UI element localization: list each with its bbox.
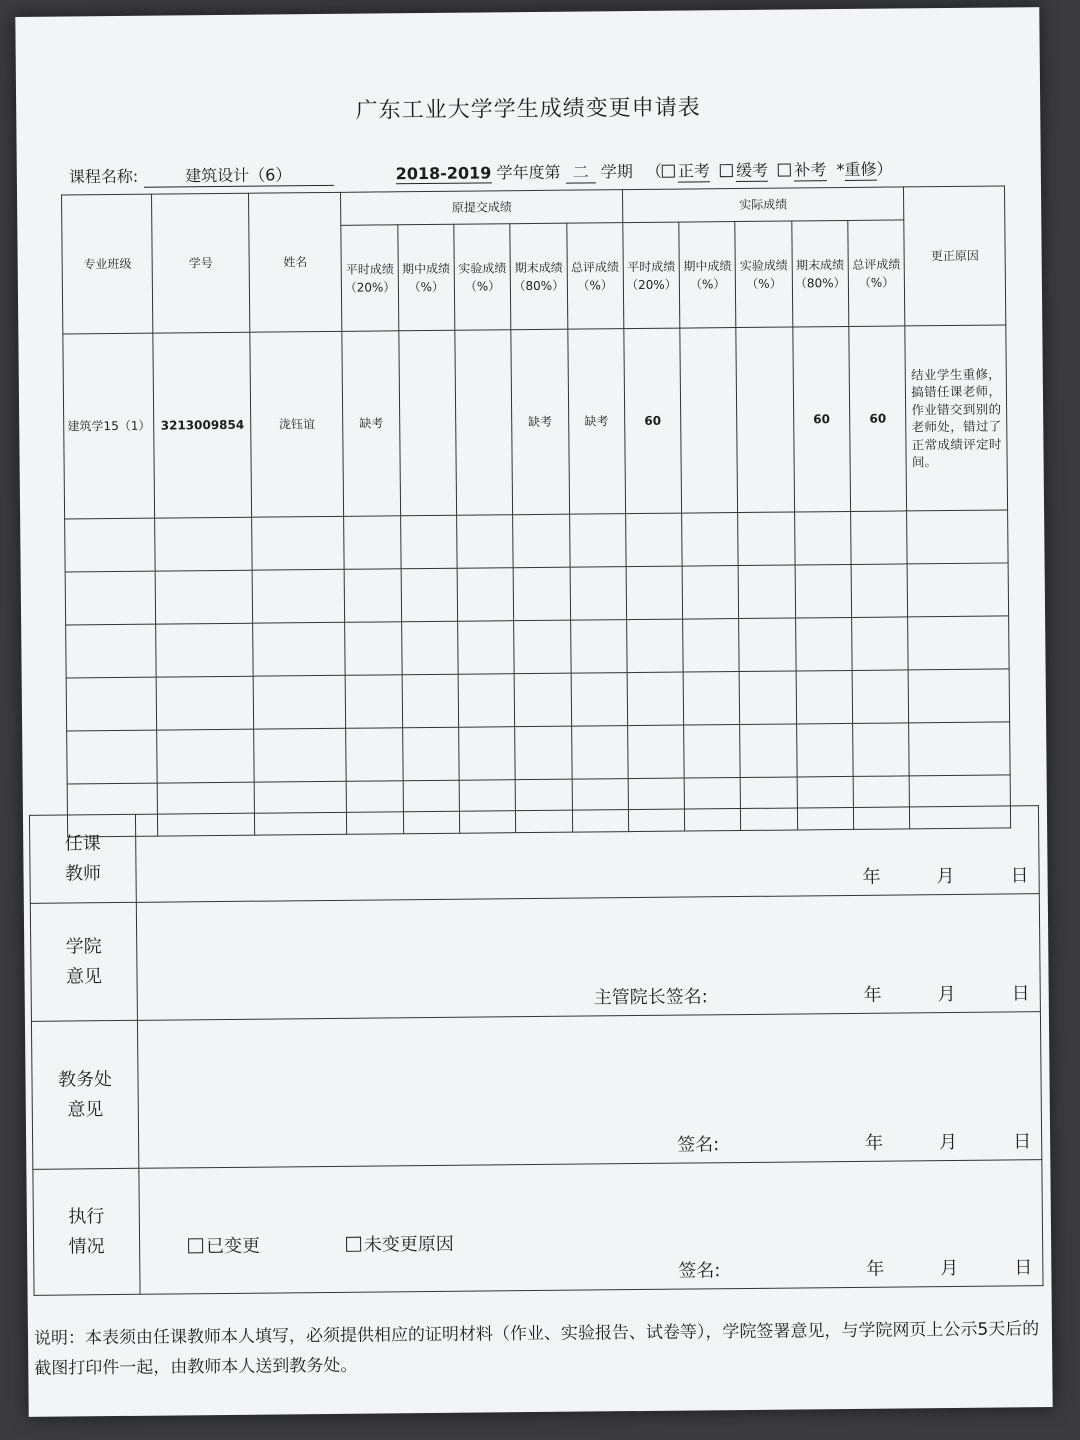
header-act-final: 期末成绩（80%） [792, 220, 849, 327]
table-row-empty [66, 616, 1009, 678]
cell-act-lab[interactable] [736, 327, 794, 513]
course-value[interactable]: 建筑设计（6） [143, 162, 333, 188]
exec-changed-option[interactable]: 已变更 [188, 1236, 260, 1258]
teacher-date: 年 月 日 [862, 865, 1029, 888]
exec-unchanged-option[interactable]: 未变更原因 [346, 1234, 454, 1256]
cell-orig-final[interactable]: 缺考 [511, 329, 569, 515]
exec-row [33, 1160, 1043, 1296]
exec-sign-label: 签名: [678, 1260, 721, 1282]
cell-reason[interactable]: 结业学生重修，搞错任课老师，作业错交到别的老师处，错过了正常成绩评定时间。 [905, 325, 1007, 511]
college-row [30, 894, 1040, 1022]
signature-table [29, 805, 1044, 1296]
header-original-group: 原提交成绩 [341, 190, 623, 226]
header-act-total: 总评成绩（%） [848, 220, 905, 327]
office-date: 年 月 日 [865, 1131, 1032, 1154]
form-paper [15, 7, 1052, 1417]
table-row-empty [65, 510, 1008, 572]
cell-name[interactable]: 泷钰谊 [250, 331, 344, 517]
cell-major[interactable]: 建筑学15（1） [63, 333, 155, 519]
table-row-empty [67, 722, 1010, 784]
year-value[interactable]: 2018-2019 [395, 163, 492, 184]
college-date: 年 月 日 [863, 983, 1030, 1006]
header-orig-lab: 实验成绩（%） [454, 224, 511, 331]
header-name: 姓名 [248, 192, 342, 332]
header-act-lab: 实验成绩（%） [735, 221, 792, 328]
course-info-line [69, 155, 1001, 188]
exam-type-huankao: 缓考 [736, 158, 768, 182]
college-sign-label: 主管院长签名: [593, 986, 708, 1009]
exam-type-chongxiu: 重修 [844, 157, 876, 181]
college-field[interactable] [136, 894, 1040, 1021]
header-act-usual: 平时成绩（20%） [623, 222, 680, 329]
cell-orig-lab[interactable] [455, 330, 513, 516]
exec-field [139, 1160, 1043, 1295]
header-major: 专业班级 [62, 194, 154, 334]
office-sign-label: 签名: [677, 1134, 720, 1156]
header-student-id: 学号 [152, 193, 250, 333]
header-actual-group: 实际成绩 [622, 187, 904, 223]
teacher-field[interactable] [135, 806, 1039, 903]
cell-act-mid[interactable] [680, 328, 738, 514]
checkbox-changed[interactable] [188, 1238, 203, 1253]
header-orig-mid: 期中成绩（%） [398, 224, 455, 331]
header-reason: 更正原因 [904, 186, 1006, 326]
teacher-label: 任课 教师 [29, 814, 136, 903]
office-row [31, 1012, 1041, 1170]
table-row-empty [65, 563, 1008, 625]
header-orig-total: 总评成绩（%） [566, 223, 623, 330]
cell-act-total[interactable]: 60 [849, 326, 907, 512]
cell-act-final[interactable]: 60 [793, 326, 851, 512]
term-label: 学期 [600, 162, 633, 182]
cell-act-usual[interactable]: 60 [624, 328, 682, 514]
checked-mark-chongxiu[interactable]: * [836, 159, 845, 180]
office-field[interactable] [137, 1012, 1041, 1169]
table-row-empty [66, 669, 1009, 731]
cell-student-id[interactable]: 3213009854 [153, 332, 251, 518]
office-label: 教务处 意见 [31, 1020, 138, 1169]
checkbox-huankao[interactable] [720, 164, 733, 177]
exam-type-bukao: 补考 [794, 157, 826, 181]
table-row [63, 325, 1008, 519]
cell-orig-usual[interactable]: 缺考 [342, 331, 400, 517]
exam-type-zhengkao: 正考 [678, 158, 710, 182]
form-title: 广东工业大学学生成绩变更申请表 [355, 95, 701, 124]
year-label: 学年度第 [496, 162, 561, 183]
grade-table [61, 185, 1011, 837]
header-orig-final: 期末成绩（80%） [510, 223, 567, 330]
exec-date: 年 月 日 [866, 1257, 1033, 1280]
term-value[interactable]: 二 [566, 159, 596, 183]
checkbox-unchanged[interactable] [346, 1237, 361, 1252]
course-label: 课程名称: [68, 166, 139, 187]
exam-type-group: （ 正考 缓考 补考 *重修） [646, 160, 893, 181]
college-label: 学院 意见 [30, 902, 137, 1021]
cell-orig-mid[interactable] [399, 330, 457, 516]
cell-orig-total[interactable]: 缺考 [567, 329, 625, 515]
teacher-row [29, 806, 1039, 904]
exec-label: 执行 情况 [33, 1168, 140, 1295]
header-orig-usual: 平时成绩（20%） [341, 225, 398, 332]
exec-options [188, 1229, 534, 1258]
checkbox-bukao[interactable] [778, 164, 791, 177]
form-note: 说明：本表须由任课教师本人填写，必须提供相应的证明材料（作业、实验报告、试卷等），学院签署意见，与学院网页上公示5天后的截图打印件一起，由教师本人送到教务处。 [33, 1319, 1040, 1379]
checkbox-zhengkao[interactable] [662, 165, 675, 178]
header-act-mid: 期中成绩（%） [679, 222, 736, 329]
